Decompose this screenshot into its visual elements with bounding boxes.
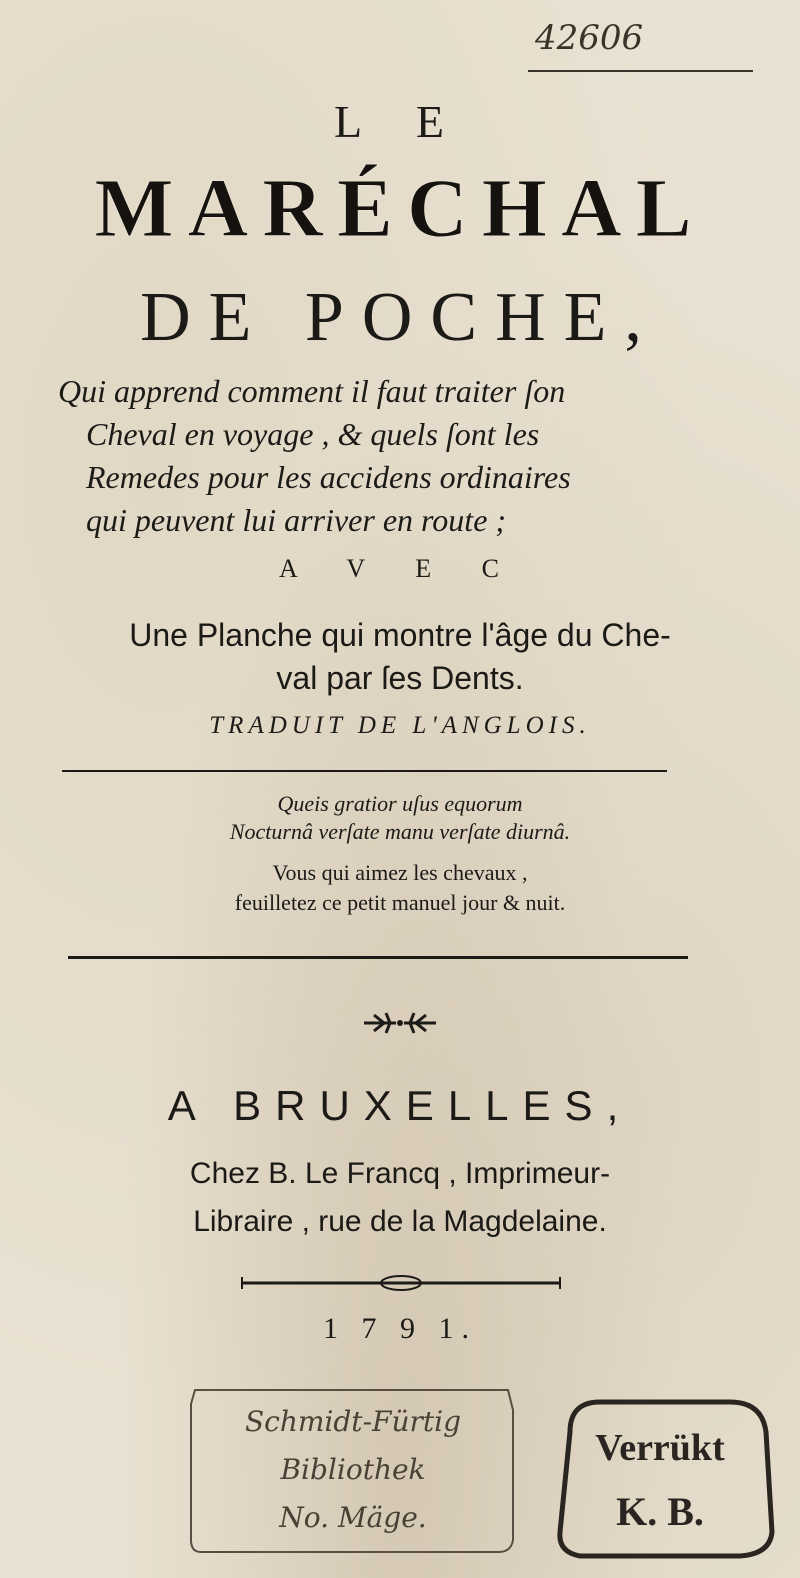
top-rule <box>62 770 667 772</box>
subtitle-line: Cheval en voyage , & quels ſont les <box>86 416 540 452</box>
avec-label: A V E C <box>279 554 521 583</box>
shelfmark-underline <box>528 70 753 72</box>
planche-line: val par ſes Dents. <box>276 660 524 696</box>
stamp-bottom-text: K. B. <box>616 1489 704 1534</box>
stamp-frame-icon <box>540 1392 780 1562</box>
subtitle-line: qui peuvent lui arriver en route ; <box>86 502 507 538</box>
stamp-top-text: Verrükt <box>595 1427 725 1469</box>
imprint-city: A BRUXELLES, <box>167 1082 633 1129</box>
planche-line: Une Planche qui montre l'âge du Che- <box>129 617 671 653</box>
subtitle-line: Remedes pour les accidens ordinaires <box>86 459 571 495</box>
printer-line: Libraire , rue de la Magdelaine. <box>193 1205 607 1238</box>
epigraph-french-line: Vous qui aimez les chevaux , <box>272 860 528 885</box>
planche-description <box>0 614 800 700</box>
title-article: L E <box>334 96 466 147</box>
bookplate-line: No. Mäge. <box>279 1501 427 1534</box>
rule-ornament-icon <box>236 1272 566 1294</box>
fleuron-ornament-icon <box>360 1005 440 1041</box>
bookplate-line: Schmidt-Fürtig <box>244 1405 461 1438</box>
imprint-year: 1 7 9 1. <box>323 1312 477 1345</box>
epigraph-latin-line: Queis gratior uſus equorum <box>277 791 523 816</box>
imprint-printer <box>0 1150 800 1246</box>
library-stamp <box>540 1392 780 1562</box>
shelfmark: 42606 <box>535 18 644 58</box>
title-main: MARÉCHAL <box>94 162 706 255</box>
epigraph-latin-line: Nocturnâ verſate manu verſate diurnâ. <box>229 819 571 844</box>
bookplate-line: Bibliothek <box>280 1453 426 1486</box>
subtitle-line: Qui apprend comment il faut traiter ſon <box>58 373 566 409</box>
bookplate <box>183 1380 523 1560</box>
translation-note: TRADUIT DE L'ANGLOIS. <box>209 712 591 739</box>
epigraph-french-line: feuilletez ce petit manuel jour & nuit. <box>234 890 566 915</box>
epigraph-french <box>0 858 800 918</box>
epigraph-latin <box>0 790 800 846</box>
title-secondary: DE POCHE, <box>140 279 660 356</box>
bottom-rule <box>68 956 688 959</box>
printer-line: Chez B. Le Francq , Imprimeur- <box>189 1157 611 1190</box>
subtitle <box>58 370 758 542</box>
